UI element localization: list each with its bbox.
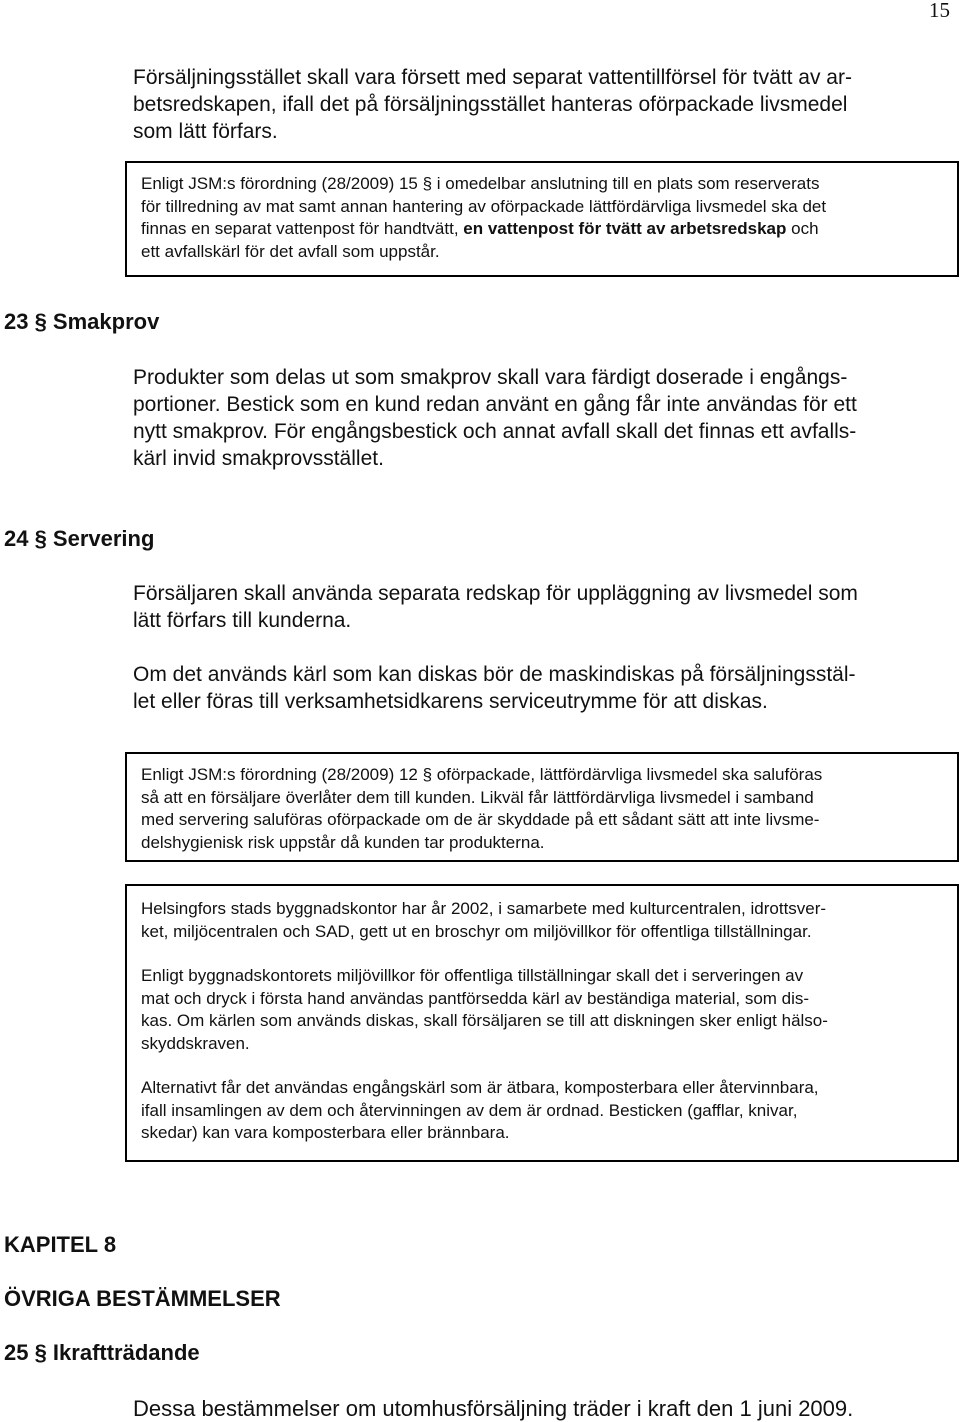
paragraph-line: let eller föras till verksamhetsidkarens serviceutrymme för att diskas. [133, 690, 768, 713]
section-25-heading: 25 § Ikraftträdande [4, 1340, 200, 1365]
section-25-paragraph: Dessa bestämmelser om utomhusförsäljning träder i kraft den 1 juni 2009. [133, 1396, 854, 1421]
box-line: Enligt JSM:s förordning (28/2009) 15 § i omedelbar anslutning till en plats som reserverats [141, 174, 820, 193]
section-24-paragraph-1 [133, 580, 943, 634]
box-paragraph [141, 898, 943, 943]
regulation-box-12 [125, 752, 959, 862]
page-number: 15 [929, 0, 950, 22]
box-line: ifall insamlingen av dem och återvinningen av dem är ordnad. Besticken (gafflar, knivar, [141, 1100, 798, 1120]
section-23-heading: 23 § Smakprov [4, 309, 160, 334]
section-24-paragraph-2 [133, 661, 943, 715]
chapter-title: KAPITEL 8 [4, 1232, 117, 1257]
paragraph-line: portioner. Bestick som en kund redan använt en gång får inte användas för ett [133, 393, 857, 416]
box-line: Alternativt får det användas engångskärl som är ätbara, komposterbara eller återvinnbara, [141, 1078, 819, 1097]
intro-line: betsredskapen, ifall det på försäljningsstället hanteras oförpackade livsmedel [133, 93, 848, 116]
paragraph-line: kärl invid smakprovsstället. [133, 447, 384, 470]
box-line: Helsingfors stads byggnadskontor har år 2002, i samarbete med kulturcentralen, idrottsver- [141, 899, 827, 918]
box-line: för tillredning av mat samt annan hantering av oförpackade lättfördärvliga livsmedel ska det [141, 196, 827, 216]
section-24-heading: 24 § Servering [4, 526, 155, 551]
section-23-paragraph [133, 364, 943, 472]
box-line: Enligt JSM:s förordning (28/2009) 12 § oförpackade, lättfördärvliga livsmedel ska saluföras [141, 765, 823, 784]
paragraph-line: Om det används kärl som kan diskas bör de maskindiskas på försäljningsstäl- [133, 663, 856, 686]
box-line: delshygienisk risk uppstår då kunden tar produkterna. [141, 832, 545, 852]
intro-paragraph [133, 64, 943, 145]
paragraph-line: nytt smakprov. För engångsbestick och annat avfall skall det finnas ett avfalls- [133, 420, 857, 443]
box-line: skyddskraven. [141, 1033, 250, 1053]
box-line: mat och dryck i första hand användas pantförsedda kärl av beständiga material, som dis- [141, 988, 810, 1008]
box-bold-text: en vattenpost för tvätt av arbetsredskap [463, 219, 787, 238]
box-line-text: finnas en separat vattenpost för handtvätt, [141, 219, 459, 238]
intro-line: som lätt förfars. [133, 120, 278, 143]
paragraph-line: lätt förfars till kunderna. [133, 609, 352, 632]
box-line: ett avfallskärl för det avfall som uppstår. [141, 241, 440, 261]
box-paragraph [141, 1077, 943, 1145]
box-line: kas. Om kärlen som används diskas, skall försäljaren se till att diskningen sker enligt hälso- [141, 1011, 828, 1030]
box-line: ket, miljöcentralen och SAD, gett ut en broschyr om miljövillkor för offentliga tillställningar. [141, 921, 812, 941]
box-line: Enligt byggnadskontorets miljövillkor för offentliga tillställningar skall det i serveringen av [141, 966, 804, 985]
box-line [141, 218, 943, 241]
intro-line: Försäljningsstället skall vara försett med separat vattentillförsel för tvätt av ar- [133, 66, 852, 89]
box-line: skedar) kan vara komposterbara eller brännbara. [141, 1123, 510, 1142]
regulation-box-15 [125, 161, 959, 277]
paragraph-line: Produkter som delas ut som smakprov skall vara färdigt doserade i engångs- [133, 366, 848, 389]
box-line: med servering saluföras oförpackade om de är skyddade på ett sådant sätt att inte livsme- [141, 810, 820, 829]
environment-conditions-box [125, 884, 959, 1162]
chapter-subtitle: ÖVRIGA BESTÄMMELSER [4, 1286, 281, 1311]
paragraph-line: Försäljaren skall använda separata redskap för uppläggning av livsmedel som [133, 582, 858, 605]
box-line-text: och [791, 219, 819, 238]
box-line: så att en försäljare överlåter dem till kunden. Likväl får lättfördärvliga livsmedel i samband [141, 787, 814, 807]
box-paragraph [141, 965, 943, 1055]
